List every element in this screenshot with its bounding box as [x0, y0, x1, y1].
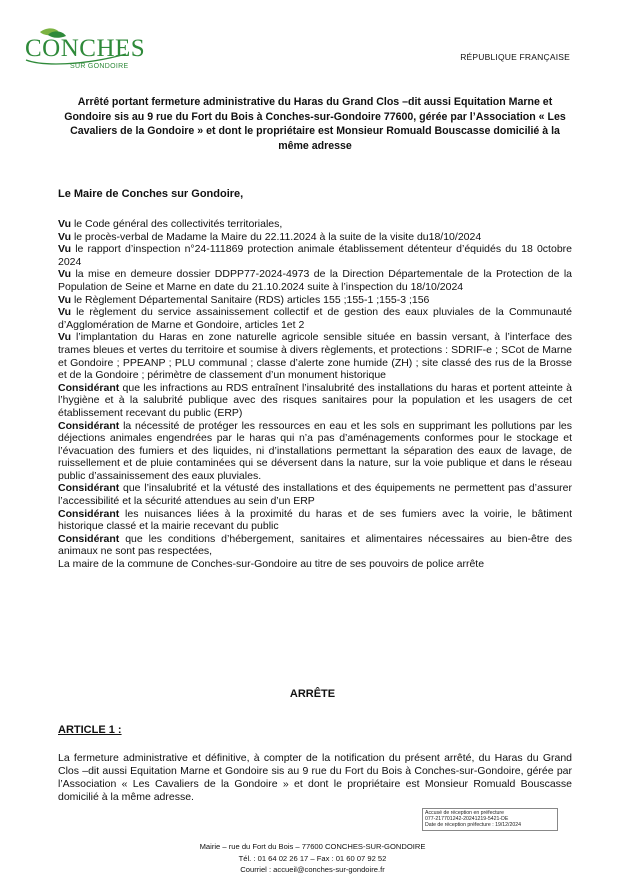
recital-lead: Considérant [58, 507, 120, 520]
stamp-line: Date de réception préfecture : 19/12/2024 [425, 822, 522, 829]
recital-text: que les conditions d’hébergement, sanitaires et alimentaires nécessaires au bien-être des animaux ne sont pas respectées, [58, 532, 572, 558]
republic-label: RÉPUBLIQUE FRANÇAISE [460, 52, 570, 62]
recital-text: le procès-verbal de Madame la Maire du 22.11.2024 à la suite de la visite du18/10/2024 [71, 230, 482, 243]
recital-text: le Règlement Départemental Sanitaire (RDS) articles 155 ;155-1 ;155-3 ;156 [71, 293, 430, 306]
footer-address: Mairie – rue du Fort du Bois – 77600 CONCHES-SUR-GONDOIRE [199, 842, 426, 851]
recital-text: La maire de la commune de Conches-sur-Gondoire au titre de ses pouvoirs de police arrête [58, 558, 485, 571]
recital-item [58, 218, 572, 231]
recital-item [58, 420, 572, 483]
recital-text: le Code général des collectivités territoriales, [71, 218, 283, 230]
conches-logo [22, 26, 146, 74]
recital-lead: Considérant [58, 381, 120, 394]
recital-text: le rapport d’inspection n°24-111869 protection animale établissement détenteur d’équidés du 18 0ctobre 2024 [58, 243, 572, 268]
logo-subtitle: SUR GONDOIRE [70, 63, 129, 70]
mayor-heading: Le Maire de Conches sur Gondoire, [58, 188, 244, 200]
recital-item [58, 268, 572, 293]
recital-lead: Vu [58, 306, 72, 319]
recital-lead: Vu [58, 230, 72, 243]
recital-text: l’implantation du Haras en zone naturelle agricole sensible située en bassin versant, à l’interface des trames bleues et vertes du territoire et soumise à divers règlements, et protections : SDRIF-e ; SCot de Marne et Gondoire ; PPEANP ; PLU communal ; classe d’alerte zone humide (ZH) ; site classé des rus de la Brosse et de la Gondoire ; périmètre de classement d’un monument historique [58, 331, 572, 382]
recital-item [58, 331, 572, 381]
recital-item [58, 533, 572, 558]
article-text: La fermeture administrative et définitive, à compter de la notification du présent arrêté, du Haras du Grand Clos –dit aussi Equitation Marne et Gondoire sis au 9 rue du Fort du Bois à Conches-sur-Gondoire, gérée par l’Association « Les Cavaliers de la Gondoire » et dont le propriétaire est Monsieur Romuald Bouscasse domicilié à la même adresse. [58, 752, 572, 803]
recital-text: le règlement du service assainissement collectif et de gestion des eaux pluviales de la Communauté d’Agglomération de Marne et Gondoire, articles 1et 2 [58, 306, 572, 331]
prefecture-stamp [422, 808, 558, 831]
recital-item [58, 482, 572, 507]
footer-email: Courriel : accueil@conches-sur-gondoire.fr [240, 865, 385, 874]
arrete-heading: ARRÊTE [289, 688, 336, 700]
recital-lead: Vu [58, 268, 72, 281]
recital-item [58, 558, 572, 571]
recital-lead: Vu [58, 218, 72, 230]
document-title: Arrêté portant fermeture administrative du Haras du Grand Clos –dit aussi Equitation Marne et Gondoire sis au 9 rue du Fort du Bois à Conches-sur-Gondoire 77600, gérée par l’Association « Les Cavaliers de la Gondoire » et dont le propriétaire est Monsieur Romuald Bouscasse domicilié à la même adresse [64, 96, 566, 152]
recital-lead: Considérant [58, 532, 120, 545]
recital-text: les nuisances liées à la proximité du haras et de ses fumiers avec la voirie, le bâtiment historique classé et la mairie recevant du public [58, 507, 572, 533]
recital-item [58, 382, 572, 420]
recital-item [58, 294, 572, 307]
recital-lead: Vu [58, 331, 72, 344]
logo-name: CONCHES [25, 35, 146, 62]
recital-item [58, 306, 572, 331]
recital-item [58, 508, 572, 533]
recital-item [58, 231, 572, 244]
recital-text: la mise en demeure dossier DDPP77-2024-4973 de la Direction Départementale de la Protection de la Population de Seine et Marne en date du 21.10.2024 suite à l’inspection du 18/10/2024 [58, 268, 572, 293]
recital-text: la nécessité de protéger les ressources en eau et les sols en supprimant les pollutions par les déjections animales engendrées par le haras qui n’a pas d’aménagements conformes pour le stockage et l’évacuation des fumiers et des liquides, ni d’installations permettant la séparation des eaux de lavage, de ruissellement et de pluie contaminées qui se déversent dans la nature, sur la voie publique et dans le réseau public d’assainissement des eaux pluviales. [58, 419, 572, 482]
recitals [58, 218, 572, 571]
recital-lead: Considérant [58, 419, 120, 432]
recital-lead: Considérant [58, 482, 120, 495]
recital-text: que l’insalubrité et la vétusté des installations et des équipements ne permettent pas d’assurer l’accessibilité et la sécurité attendues au sein d’un ERP [58, 482, 572, 508]
footer-phone: Tél. : 01 64 02 26 17 – Fax : 01 60 07 92 52 [238, 853, 387, 863]
recital-text: que les infractions au RDS entraînent l’insalubrité des installations du haras et portent atteinte à l’hygiène et à la salubrité publique avec des risques sanitaires pour la population et les usagers de cet établissement recevant du public (ERP) [58, 381, 572, 419]
stamp-line: 077-217701242-20241219-5421-DE [425, 816, 509, 823]
article-heading: ARTICLE 1 : [58, 724, 122, 736]
footer [0, 841, 625, 876]
recital-lead: Vu [58, 293, 72, 306]
recital-item [58, 243, 572, 268]
recital-lead: Vu [58, 243, 72, 256]
stamp-line: Accusé de réception en préfecture [425, 810, 505, 816]
